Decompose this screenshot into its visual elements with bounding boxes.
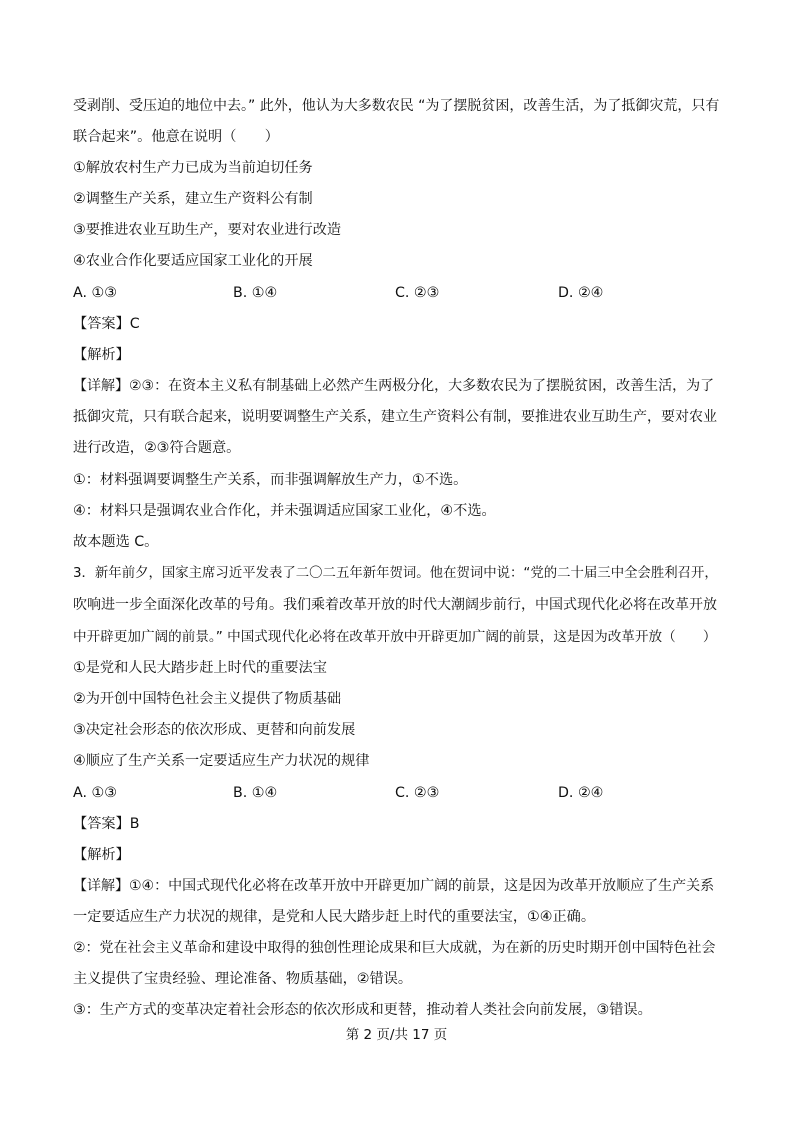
q3-answer: 【答案】B — [73, 816, 140, 832]
q2-item-3: ③要推进农业互助生产，要对农业进行改造 — [73, 222, 342, 238]
q3-option-b: B. ①④ — [233, 785, 278, 801]
q2-option-b: B. ①④ — [233, 285, 278, 301]
q3-analysis-line: ②：党在社会主义革命和建设中取得的独创性理论成果和巨大成就，为在新的历史时期开创中国特色社会 — [73, 940, 716, 956]
q2-option-d: D. ②④ — [558, 285, 604, 301]
q3-analysis-line: 主义提供了宝贵经验、理论准备、物质基础，②错误。 — [73, 971, 413, 987]
q2-item-4: ④农业合作化要适应国家工业化的开展 — [73, 253, 313, 269]
q3-stem-line: 吹响进一步全面深化改革的号角。我们乘着改革开放的时代大潮阔步前行，中国式现代化必将在改革开放 — [73, 597, 717, 613]
q2-analysis-heading: 【解析】 — [73, 347, 130, 363]
q3-item-4: ④顺应了生产关系一定要适应生产力状况的规律 — [73, 753, 370, 769]
q2-item-1: ①解放农村生产力已成为当前迫切任务 — [73, 160, 313, 176]
q2-analysis-line: ①：材料强调要调整生产关系，而非强调解放生产力，①不选。 — [73, 472, 468, 488]
q3-option-d: D. ②④ — [558, 785, 604, 801]
q2-item-2: ②调整生产关系，建立生产资料公有制 — [73, 191, 313, 207]
q3-analysis-line: ③：生产方式的变革决定着社会形态的依次形成和更替，推动着人类社会向前发展，③错误。 — [73, 1002, 652, 1018]
page-number-footer: 第 2 页/共 17 页 — [345, 1027, 448, 1043]
q2-stem-line: 联合起来”。他意在说明（ ） — [73, 129, 279, 145]
q2-option-a: A. ①③ — [73, 285, 117, 301]
q3-option-c: C. ②③ — [395, 785, 440, 801]
q2-option-c: C. ②③ — [395, 285, 440, 301]
q3-analysis-line: 一定要适应生产力状况的规律，是党和人民大踏步赶上时代的重要法宝，①④正确。 — [73, 909, 596, 925]
q2-analysis-line: 进行改造，②③符合题意。 — [73, 440, 241, 456]
q3-item-3: ③决定社会形态的依次形成、更替和向前发展 — [73, 722, 356, 738]
q3-stem-line: 中开辟更加广阔的前景。” 中国式现代化必将在改革开放中开辟更加广阔的前景，这是因为改革开放（ ） — [73, 629, 717, 645]
q2-analysis-line: ④：材料只是强调农业合作化，并未强调适应国家工业化，④不选。 — [73, 503, 496, 519]
q2-answer: 【答案】C — [73, 316, 140, 332]
q2-analysis-line: 抵御灾荒，只有联合起来，说明要调整生产关系，建立生产资料公有制，要推进农业互助生产，要对农业 — [73, 409, 717, 425]
q3-item-2: ②为开创中国特色社会主义提供了物质基础 — [73, 691, 342, 707]
q2-conclusion: 故本题选 C。 — [73, 534, 159, 550]
q3-item-1: ①是党和人民大踏步赶上时代的重要法宝 — [73, 660, 327, 676]
q2-stem-line: 受剥削、受压迫的地位中去。” 此外，他认为大多数农民 “为了摆脱贫困，改善生活，为了抵御灾荒，只有 — [73, 98, 720, 114]
q3-stem-line: 3．新年前夕，国家主席习近平发表了二〇二五年新年贺词。他在贺词中说：“党的二十届三中全会胜利召开， — [73, 566, 718, 581]
q3-analysis-heading: 【解析】 — [73, 847, 130, 863]
q2-analysis-line: 【详解】②③：在资本主义私有制基础上必然产生两极分化，大多数农民为了摆脱贫困，改善生活，为了 — [73, 378, 715, 394]
q3-analysis-line: 【详解】①④：中国式现代化必将在改革开放中开辟更加广阔的前景，这是因为改革开放顺应了生产关系 — [73, 878, 715, 894]
q3-option-a: A. ①③ — [73, 785, 117, 801]
